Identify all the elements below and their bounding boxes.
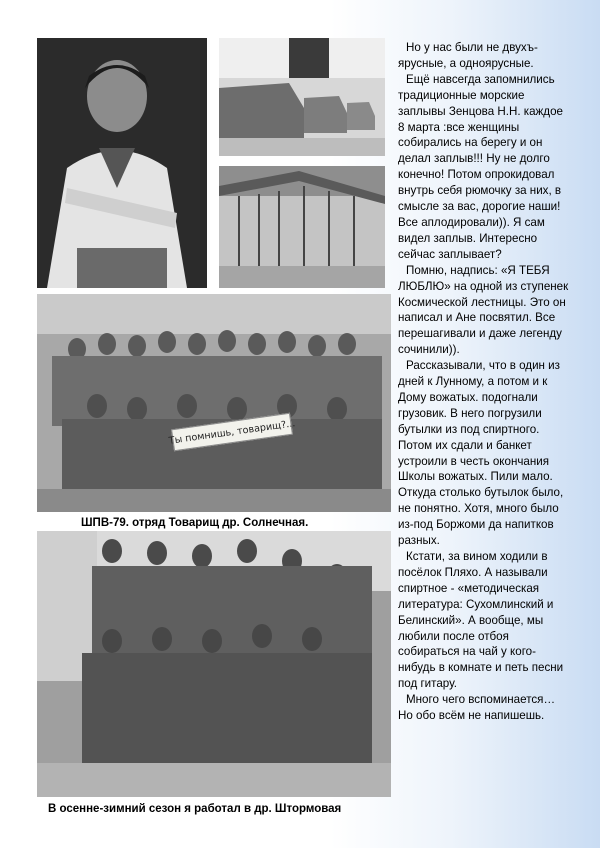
group-one-scene (37, 294, 391, 512)
tent-frames-photo (219, 166, 385, 288)
group-two-caption: В осенне-зимний сезон я работал в др. Штормовая (48, 803, 342, 815)
paragraph: Ещё навсегда запомнились традиционные морские заплывы Зенцова Н.Н. каждое 8 марта :все женщины собирались на берегу и он делал заплыв!!! Ну не долго конечно! Потом опрокидовал внутрь себя рюмочку за них, в смысле за вас, дорогие наши! Все аплодировали)). Я сам видел заплыв. Интересно сейчас заплывает? (398, 72, 563, 261)
paragraph: Но у нас были не двухъ-ярусные, а одноярусные. (398, 41, 538, 70)
portrait-photo (37, 38, 207, 288)
portrait-figure (37, 38, 207, 288)
group-photo-two (37, 531, 391, 797)
paragraph: Помню, надпись: «Я ТЕБЯ ЛЮБЛЮ» на одной из ступенек Космической лестницы. Это он написал и Ане посвятил. Все перешагивали и даже легенду сочинили)). (398, 263, 569, 357)
paragraph: Кстати, за вином ходили в посёлок Пляхо. А называли спиртное - «методическая литература: Сухомлинский и Белинский». А вообще, мы любили после отбоя собираться на чай у кого-нибудь в комнате и петь песни под гитару. (398, 550, 564, 691)
paragraph: Много чего вспоминается… Но обо всём не напишешь. (398, 693, 556, 723)
group-one-caption: ШПВ-79. отряд Товарищ др. Солнечная. (81, 517, 309, 529)
group-photo-one (37, 294, 391, 512)
memoir-text (398, 40, 570, 724)
paragraph: Рассказывали, что в один из дней к Лунному, а потом и к Дому вожатых. подогнали грузовик. В него погрузили бутылки из под спиртного. Потом их сдали и банкет устроили в честь окончания Школы вожатых. Пили мало. Откуда столько бутылок было, не понятно. Хотя, много было из-под Боржоми да напитков разных. (398, 359, 564, 548)
group-two-scene (37, 531, 391, 797)
group-photo-sign: Ты помнишь, товарищ?... (171, 413, 293, 451)
tent-frames-scene (219, 166, 385, 288)
tents-scene (219, 38, 385, 156)
tents-photo (219, 38, 385, 156)
